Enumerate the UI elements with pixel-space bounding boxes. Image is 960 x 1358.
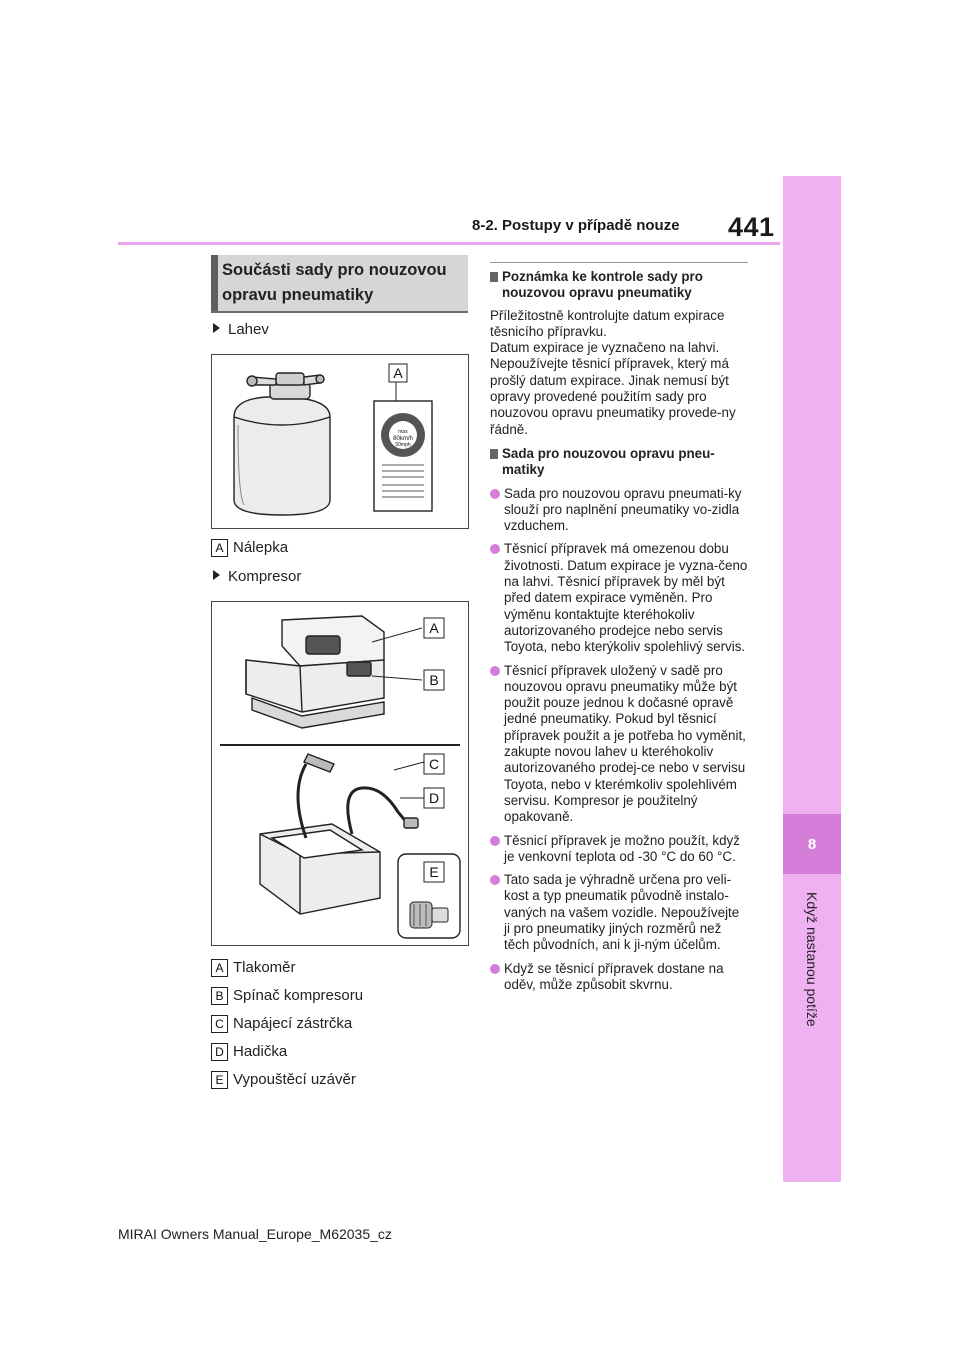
triangle-bullet-icon xyxy=(213,570,220,580)
legend-badge: E xyxy=(211,1071,228,1089)
legend-label-gauge: Tlakoměr xyxy=(233,959,296,976)
footer-text: MIRAI Owners Manual_Europe_M62035_cz xyxy=(118,1226,392,1242)
legend-badge: B xyxy=(211,987,228,1005)
list-item: Když se těsnicí přípravek dostane na oděv, může způsobit skvrnu. xyxy=(490,961,748,994)
list-item: Těsnicí přípravek je možno použít, když je venkovní teplota od -30 °C do 60 °C. xyxy=(490,833,748,866)
legend-label-release-cap: Vypouštěcí uzávěr xyxy=(233,1071,356,1088)
compressor-heading: Kompresor xyxy=(213,568,301,585)
note-heading: Poznámka ke kontrole sady pro nouzovou opravu pneumatiky xyxy=(490,269,748,302)
callout-label-c: C xyxy=(428,756,440,772)
chapter-tab-label: Když nastanou potíže xyxy=(804,891,820,1027)
note-block xyxy=(490,269,748,993)
legend-badge: C xyxy=(211,1015,228,1033)
list-item: Těsnicí přípravek uložený v sadě pro nouzovou opravu pneumatiky může být použit pouze jednou k dočasné opravě jedné pneumatiky. Pokud byl těsnicí přípravek použit a je potřeba ho vyměnit, zakupte novou lahev u kteréhokoliv autorizovaného prodej-ce nebo v servisu Toyota, nebo v kterémkoliv spolehlivém servisu. Kompresor je použitelný opakovaně. xyxy=(490,663,748,826)
note-rule xyxy=(490,262,748,263)
callout-label-a: A xyxy=(393,365,403,381)
legend-badge: D xyxy=(211,1043,228,1061)
bottle-figure xyxy=(211,354,469,529)
legend-label-power-plug: Napájecí zástrčka xyxy=(233,1015,353,1032)
header-rule xyxy=(118,242,780,245)
note-text: Příležitostně kontrolujte datum expirace těsnicího přípravku. xyxy=(490,307,725,339)
legend-badge: A xyxy=(211,959,228,977)
callout-label-b: B xyxy=(429,672,439,688)
triangle-bullet-icon xyxy=(213,323,220,333)
chapter-number: 8 xyxy=(783,814,841,874)
page-number: 441 xyxy=(728,212,775,242)
list-item: Těsnicí přípravek má omezenou dobu životnosti. Datum expirace je vyzna-čeno na lahvi. Těsnicí přípravek by měl být před datem expirace vyměněn. Pro výměnu kontaktujte kteréhokoliv autorizovaného prodejce nebo servis Toyota, nebo kterýkoliv spolehlivý servis. xyxy=(490,541,748,655)
legend-label-hose: Hadička xyxy=(233,1043,288,1060)
kit-components-title: Součásti sady pro nouzovou opravu pneumatiky xyxy=(222,261,447,304)
list-item: Tato sada je výhradně určena pro veli-kost a typ pneumatik původně instalo-vaných na vašem vozidle. Nepoužívejte ji pro pneumatiky jiných rozměrů než těch původních, ani k ji-ným účelům. xyxy=(490,872,748,953)
legend-label-sticker: Nálepka xyxy=(233,539,289,556)
callout-label-a: A xyxy=(429,620,439,636)
callout-label-e: E xyxy=(429,864,439,880)
list-item: Sada pro nouzovou opravu pneumati-ky slouží pro naplnění pneumatiky vo-zidla vzduchem. xyxy=(490,486,748,535)
legend-label-switch: Spínač kompresoru xyxy=(233,987,364,1004)
section-title-box xyxy=(211,255,468,313)
svg-text:80km/h: 80km/h xyxy=(393,436,413,442)
kit-heading: Sada pro nouzovou opravu pneu-matiky xyxy=(490,446,748,479)
svg-text:50mph: 50mph xyxy=(395,442,411,448)
bottle-heading: Lahev xyxy=(213,321,269,338)
callout-label-d: D xyxy=(428,790,440,806)
sticker-drawing xyxy=(374,401,432,511)
legend-badge: A xyxy=(211,539,228,557)
section-title: 8-2. Postupy v případě nouze xyxy=(472,217,680,234)
note-text-2: Datum expirace je vyznačeno na lahvi. Nepoužívejte těsnicí přípravek, který má prošlý datum expirace. Jinak nemusí být opravy provedené použitím sady pro nouzovou opravu pneumatiky provede-ny řádně. xyxy=(490,340,736,437)
compressor-figure xyxy=(211,601,469,946)
svg-text:max: max xyxy=(398,429,408,435)
